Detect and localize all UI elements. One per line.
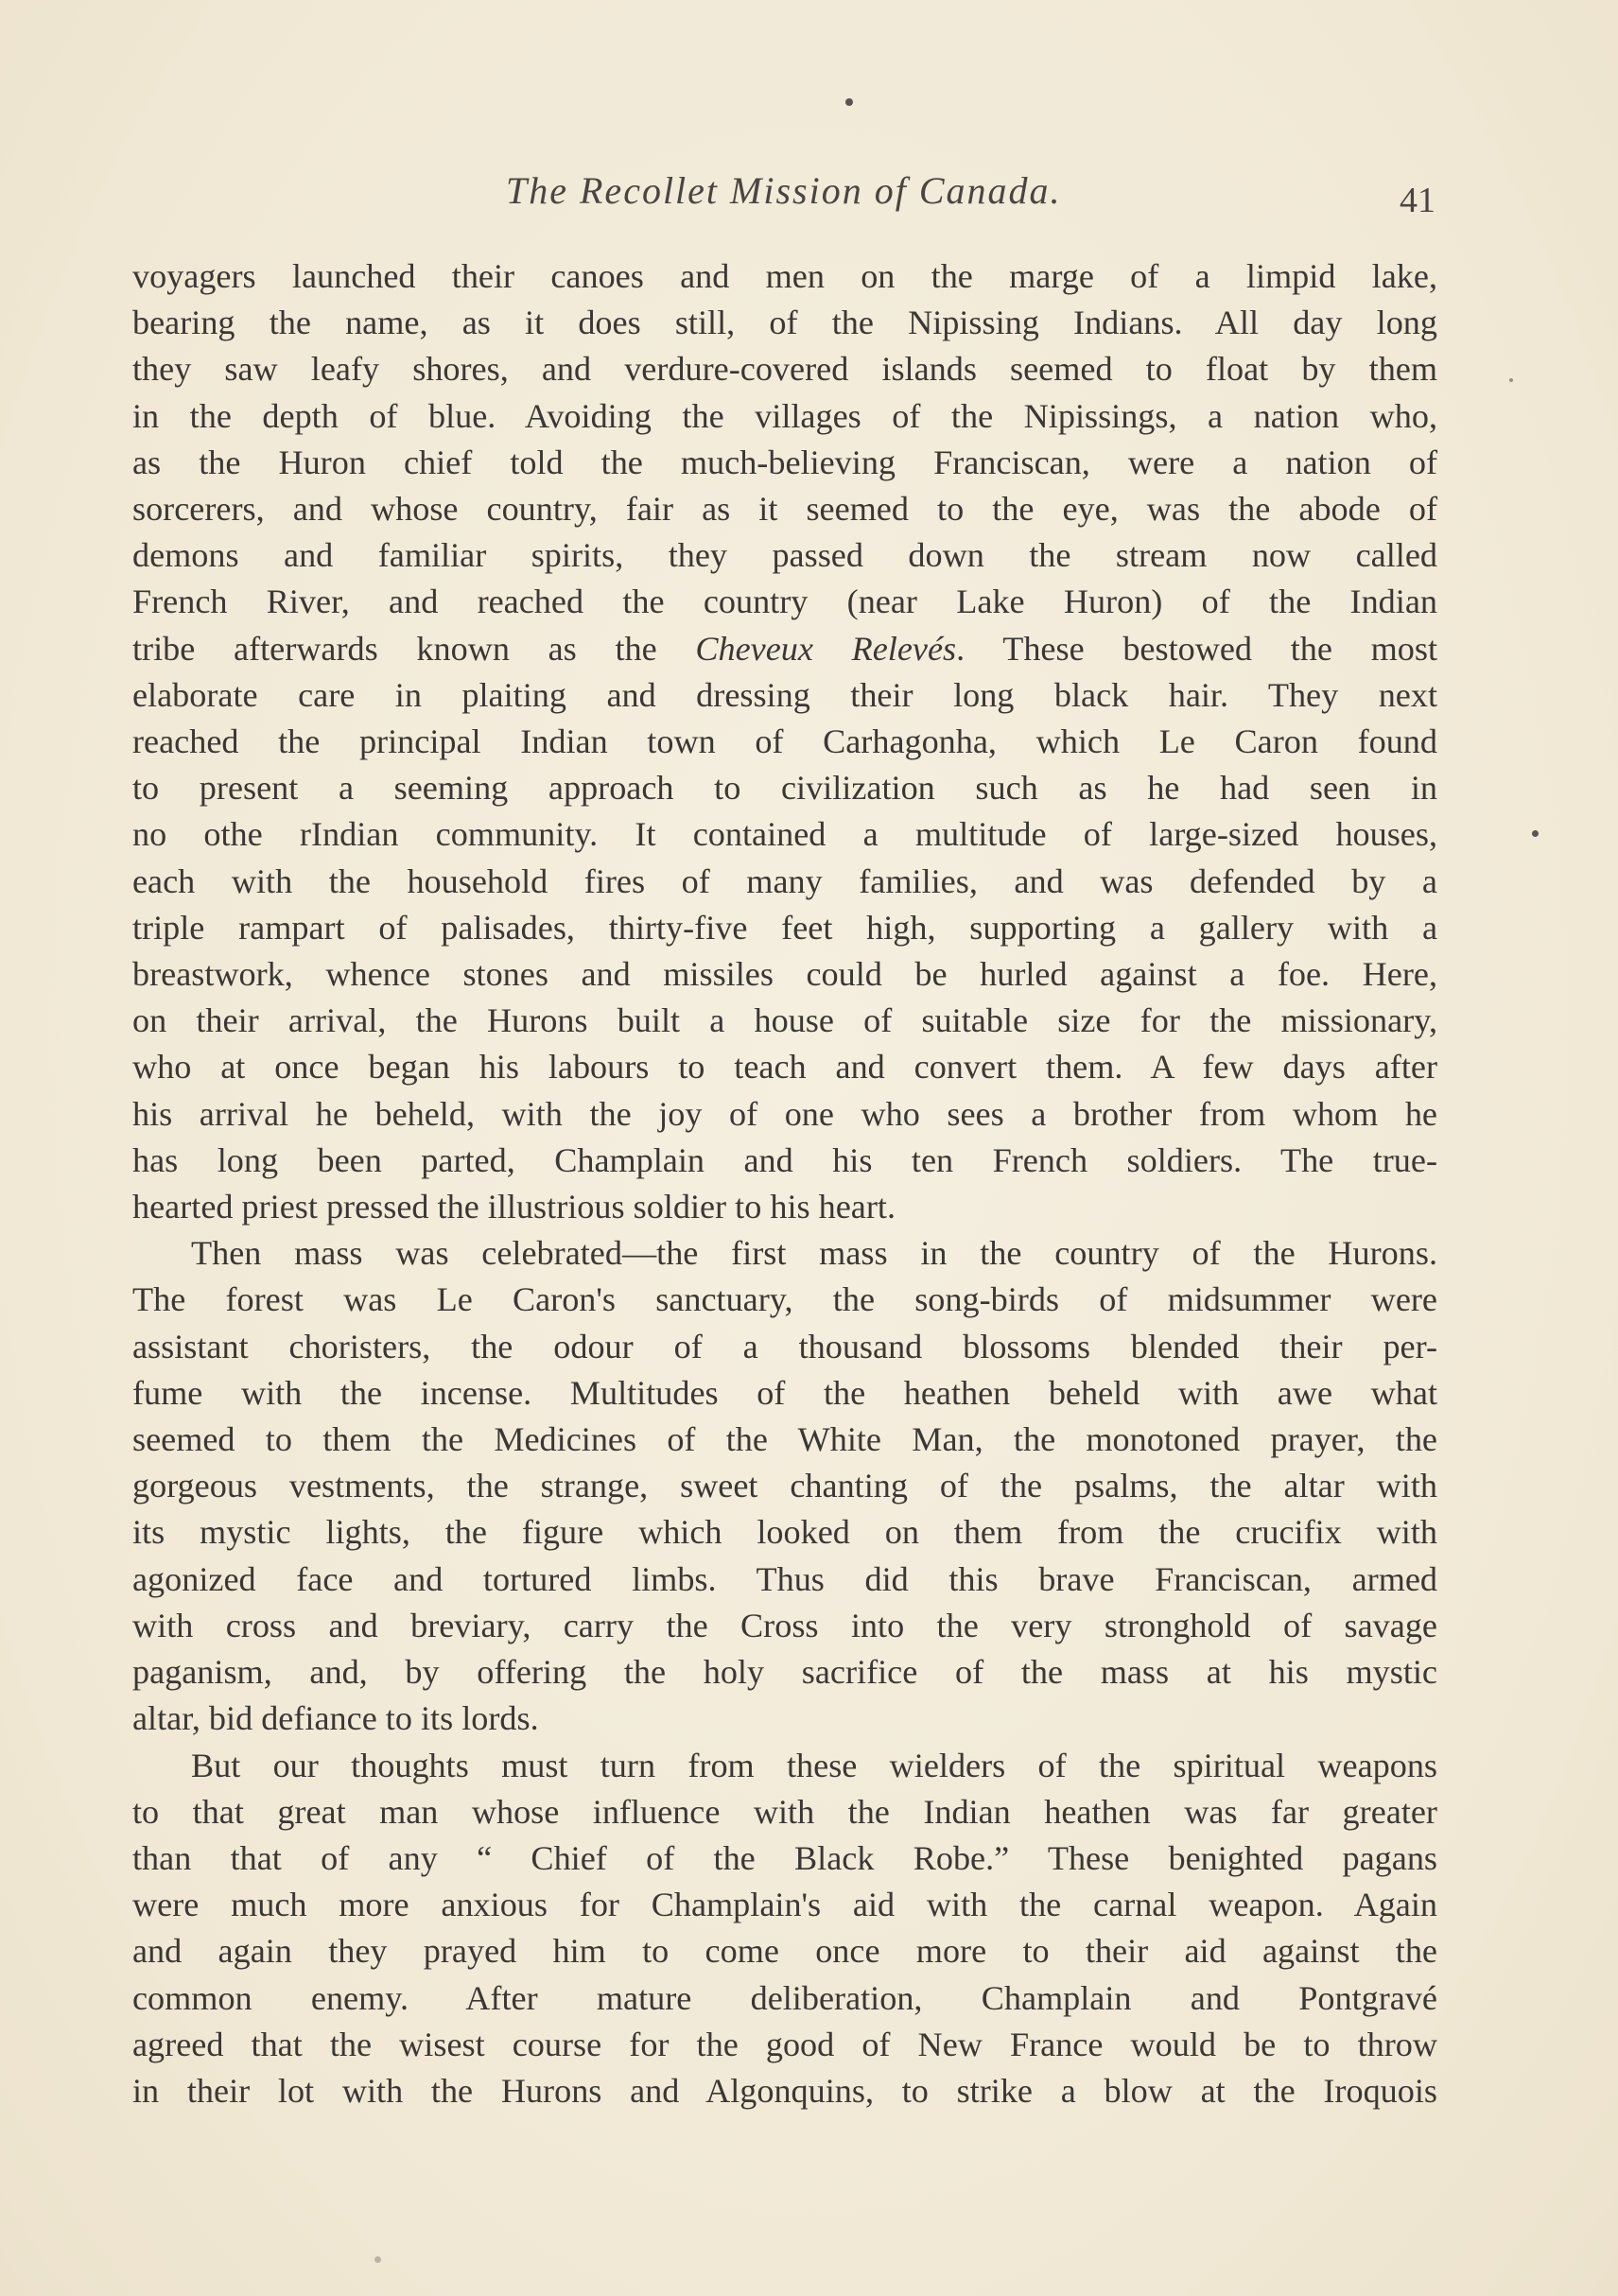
text-line: who at once began his labours to teach and convert them. A few days after [132, 1048, 1437, 1087]
text-line: reached the principal Indian town of Carhagonha, which Le Caron found [132, 722, 1437, 761]
text-line: But our thoughts must turn from these wielders of the spiritual weapons [191, 1746, 1437, 1784]
paragraph-3 [132, 1743, 1437, 2115]
text-line: bearing the name, as it does still, of the Nipissing Indians. All day long [132, 304, 1437, 342]
text-line: and again they prayed him to come once more to their aid against the [132, 1932, 1437, 1971]
text-line: has long been parted, Champlain and his ten French soldiers. The true- [132, 1140, 1437, 1179]
text-line: demons and familiar spirits, they passed down the stream now called [132, 536, 1437, 575]
text-line: than that of any “ Chief of the Black Robe.” These benighted pagans [132, 1838, 1437, 1877]
text-line: his arrival he beheld, with the joy of one who sees a brother from whom he [132, 1094, 1437, 1133]
page-number: 41 [1400, 181, 1435, 220]
text-line: to present a seeming approach to civilization such as he had seen in [132, 769, 1437, 808]
text-line: common enemy. After mature deliberation, Champlain and Pontgravé [132, 1978, 1437, 2017]
text-line: as the Huron chief told the much-believing Franciscan, were a nation of [132, 443, 1437, 481]
text-line: tribe afterwards known as the Cheveux Relevés. These bestowed the most [132, 629, 1437, 668]
text-line: fume with the incense. Multitudes of the heathen beheld with awe what [132, 1373, 1437, 1412]
text-line: breastwork, whence stones and missiles could be hurled against a foe. Here, [132, 955, 1437, 994]
text-line: were much more anxious for Champlain's aid with the carnal weapon. Again [132, 1886, 1437, 1924]
text-line: no othe rIndian community. It contained a multitude of large-sized houses, [132, 815, 1437, 854]
page-speck [374, 2256, 381, 2263]
text-line: they saw leafy shores, and verdure-covered islands seemed to float by them [132, 350, 1437, 389]
text-line: in their lot with the Hurons and Algonquins, to strike a blow at the Iroquois [132, 2071, 1437, 2110]
text-line: assistant choristers, the odour of a thousand blossoms blended their per- [132, 1327, 1437, 1365]
text-line: to that great man whose influence with the Indian heathen was far greater [132, 1792, 1437, 1831]
paragraph-1 [132, 253, 1437, 1230]
text-line: each with the household fires of many families, and was defended by a [132, 861, 1437, 900]
text-line: with cross and breviary, carry the Cross into the very stronghold of savage [132, 1606, 1437, 1644]
text-line: sorcerers, and whose country, fair as it seemed to the eye, was the abode of [132, 490, 1437, 529]
text-line: gorgeous vestments, the strange, sweet chanting of the psalms, the altar with [132, 1467, 1437, 1505]
text-line: French River, and reached the country (near Lake Huron) of the Indian [132, 583, 1437, 621]
page-header [132, 168, 1456, 225]
text-line: agreed that the wisest course for the good of New France would be to throw [132, 2025, 1437, 2063]
text-line: elaborate care in plaiting and dressing their long black hair. They next [132, 675, 1437, 714]
running-title: The Recollet Mission of Canada. [506, 169, 1062, 212]
text-line: altar, bid defiance to its lords. [132, 1699, 539, 1738]
text-line: seemed to them the Medicines of the White Man, the monotoned prayer, the [132, 1420, 1437, 1459]
paragraph-2 [132, 1230, 1437, 1742]
text-line: triple rampart of palisades, thirty-five feet high, supporting a gallery with a [132, 908, 1437, 947]
page-speck [1509, 378, 1513, 382]
page-speck [1532, 830, 1539, 837]
italic-phrase: Cheveux Relevés [695, 629, 957, 668]
text-line: Then mass was celebrated—the first mass in the country of the Hurons. [191, 1234, 1437, 1273]
text-line: The forest was Le Caron's sanctuary, the song-birds of midsummer were [132, 1280, 1437, 1319]
text-line: voyagers launched their canoes and men on the marge of a limpid lake, [132, 257, 1437, 295]
body-text [132, 253, 1437, 2114]
text-line: paganism, and, by offering the holy sacrifice of the mass at his mystic [132, 1653, 1437, 1692]
text-line: agonized face and tortured limbs. Thus did this brave Franciscan, armed [132, 1559, 1437, 1598]
page-speck [845, 98, 853, 106]
text-line: its mystic lights, the figure which looked on them from the crucifix with [132, 1513, 1437, 1552]
text-line: on their arrival, the Hurons built a house of suitable size for the missionary, [132, 1001, 1437, 1040]
text-line: hearted priest pressed the illustrious soldier to his heart. [132, 1188, 896, 1226]
text-line: in the depth of blue. Avoiding the villages of the Nipissings, a nation who, [132, 396, 1437, 435]
